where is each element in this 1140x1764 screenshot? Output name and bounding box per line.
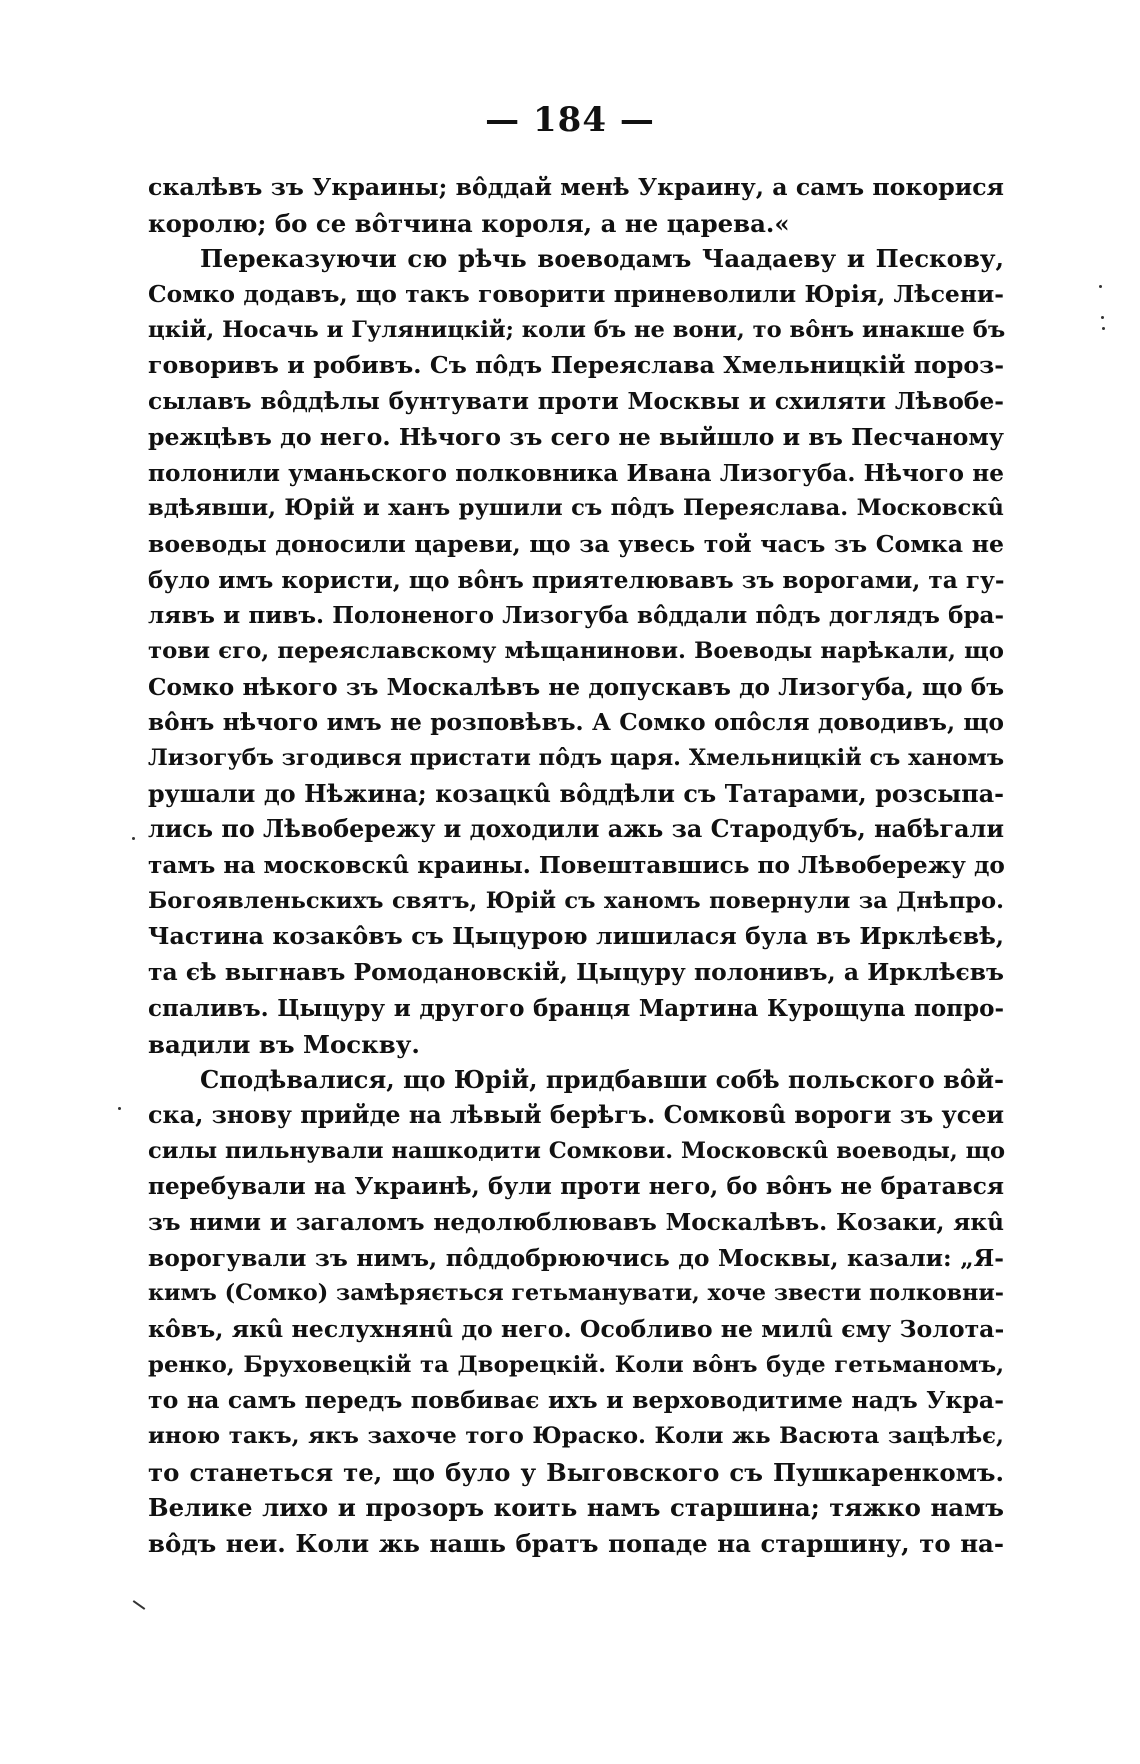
text-line: та єѣ выгнавъ Ромодановскій, Цыцуру полонивъ, а Ирклѣєвъ [148, 958, 1004, 987]
text-line: Сподѣвалися, що Юрій, придбавши собѣ польского вôй- [200, 1065, 1004, 1095]
scan-speck [132, 837, 135, 840]
text-line: кôвъ, якû неслухнянû до него. Особливо не милû єму Золота- [148, 1315, 1005, 1343]
text-line: кимъ (Сомко) замѣряється гетьманувати, хоче звести полковни- [148, 1280, 1004, 1307]
scan-speck [1102, 327, 1105, 330]
text-line: силы пильнували нашкодити Сомкови. Московскû воеводы, що [148, 1137, 1006, 1164]
text-line: скалѣвъ зъ Украины; вôддай менѣ Украину, а самъ покорися [148, 173, 1004, 201]
text-line: Богоявленьскихъ святъ, Юрій съ ханомъ повернули за Днѣпро. [148, 887, 1004, 914]
text-line: вдѣявши, Юрій и ханъ рушили съ пôдъ Переяслава. Московскû [148, 495, 1004, 522]
page-number: — 184 — [485, 100, 655, 140]
scan-mark [133, 1600, 146, 1610]
text-line: Велике лихо и прозоръ коить намъ старшина; тяжко намъ [148, 1493, 1004, 1523]
text-line: говоривъ и робивъ. Съ пôдъ Переяслава Хмельницкій пороз- [148, 351, 1004, 380]
text-line: лись по Лѣвобережу и доходили ажь за Стародубъ, набѣгали [148, 815, 1004, 844]
text-line: полонили уманьского полковника Ивана Лизогуба. Нѣчого не [148, 459, 1004, 487]
scan-speck [118, 1107, 121, 1110]
text-line: воеводы доносили цареви, що за увесь той часъ зъ Сомка не [148, 529, 1004, 558]
text-line: Частина козакôвъ съ Цыцурою лишилася була въ Ирклѣєвѣ, [148, 922, 1004, 951]
text-line: спаливъ. Цыцуру и другого бранця Мартина Курощупа попро- [148, 994, 1004, 1022]
text-line: режцѣвъ до него. Нѣчого зъ сего не выйшло и въ Песчаному [148, 422, 1004, 451]
text-line: сылавъ вôддѣлы бунтувати проти Москвы и схиляти Лѣвобе- [148, 387, 1004, 416]
text-line: ска, знову прийде на лѣвый берѣгъ. Сомковû вороги зъ усеи [148, 1100, 1004, 1129]
text-line: Сомко нѣкого зъ Москалѣвъ не допускавъ до Лизогуба, що бъ [148, 673, 1004, 701]
text-line: Переказуючи сю рѣчь воеводамъ Чаадаеву и Пескову, [200, 244, 1004, 274]
text-line: перебували на Украинѣ, були проти него, бо вôнъ не братався [148, 1173, 1004, 1201]
text-line: лявъ и пивъ. Полоненого Лизогуба вôддали пôдъ доглядъ бра- [148, 602, 1004, 630]
text-line: тови єго, переяславскому мѣщанинови. Воеводы нарѣкали, що [148, 637, 1004, 664]
text-line: вôдъ неи. Коли жь нашь братъ попаде на старшину, то на- [148, 1529, 1004, 1559]
text-line: иною такъ, якъ захоче того Юраско. Коли жь Васюта зацѣлѣє, [148, 1423, 1004, 1450]
text-line: вôнъ нѣчого имъ не розповѣвъ. А Сомко опôсля доводивъ, що [148, 709, 1004, 737]
scan-speck [1099, 285, 1102, 288]
text-line: було имъ користи, що вôнъ приятелювавъ зъ ворогами, та гу- [148, 566, 1005, 594]
scan-speck [1101, 316, 1104, 319]
text-line: тамъ на московскû краины. Повештавшись по Лѣвобережу до [148, 852, 1005, 880]
text-line: королю; бо се вôтчина короля, а не царева.« [148, 208, 790, 238]
body-text [148, 170, 1004, 1562]
text-line: цкій, Носачь и Гуляницкій; коли бъ не вони, то вôнъ инакше бъ [148, 316, 1006, 343]
text-line: зъ ними и загаломъ недолюблювавъ Москалѣвъ. Козаки, якû [148, 1208, 1004, 1236]
text-line: то станеться те, що було у Выговского съ Пушкаренкомъ. [148, 1457, 1004, 1487]
text-line: рушали до Нѣжина; козацкû вôддѣли съ Татарами, розсыпа- [148, 779, 1004, 808]
text-line: Лизогубъ згодився пристати пôдъ царя. Хмельницкій съ ханомъ [148, 745, 1004, 771]
text-line: Сомко додавъ, що такъ говорити приневолили Юрія, Лѣсени- [148, 280, 1004, 309]
text-line: вадили въ Москву. [148, 1029, 420, 1059]
text-line: ворогували зъ нимъ, пôддобрюючись до Москвы, казали: „Я- [148, 1243, 1004, 1272]
text-line: то на самъ передъ повбиває ихъ и верховодитиме надъ Укра- [148, 1386, 1004, 1415]
text-line: ренко, Бруховецкій та Дворецкій. Коли вôнъ буде гетьманомъ, [148, 1351, 1004, 1378]
